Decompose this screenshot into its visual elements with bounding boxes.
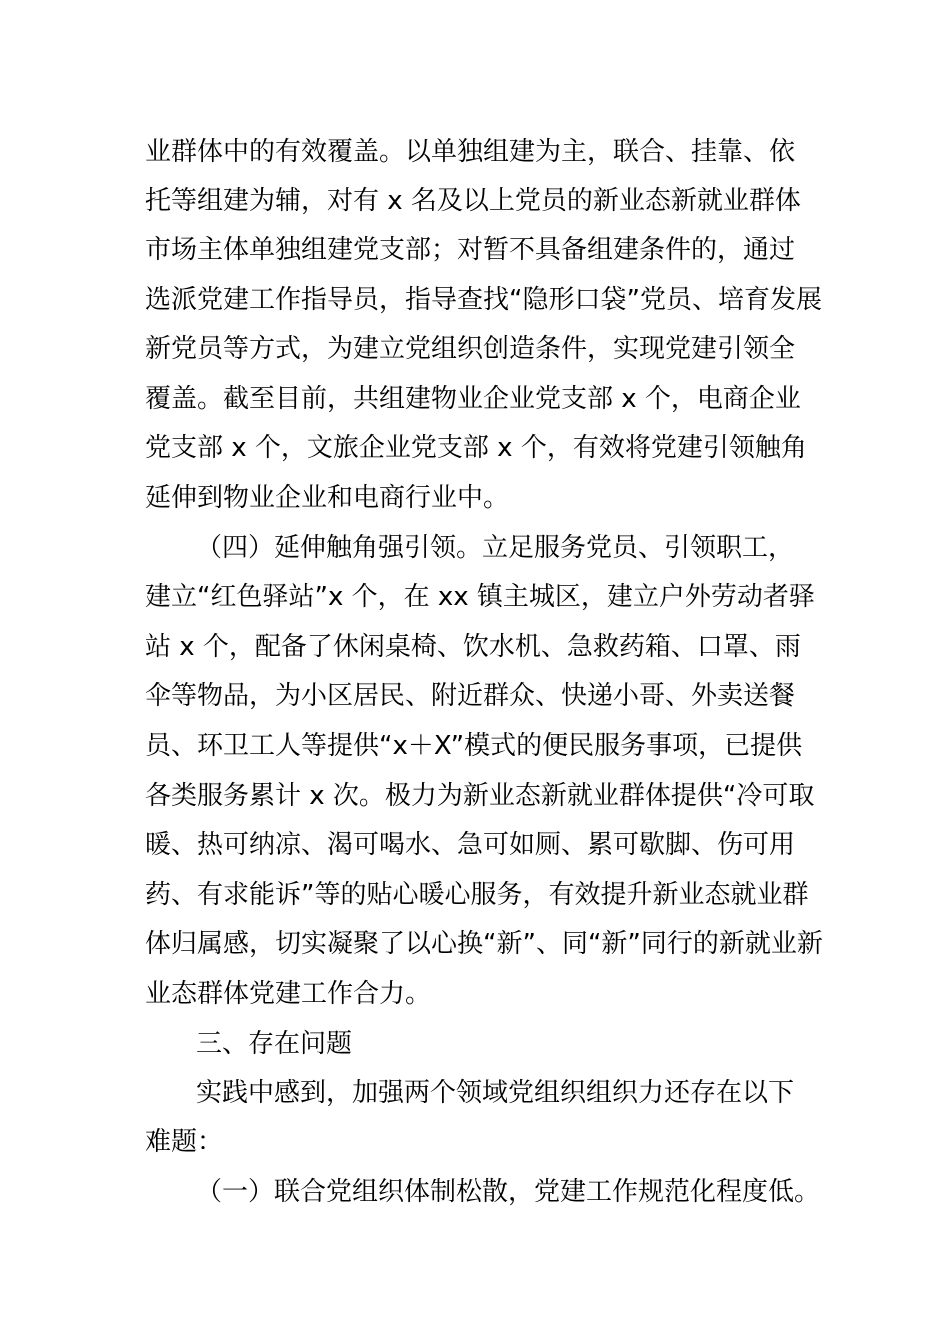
text-line: 各类服务累计 x 次。极力为新业态新就业群体提供“冷可取 [145, 781, 815, 811]
text-line: 托等组建为辅，对有 x 名及以上党员的新业态新就业群体 [145, 186, 801, 216]
text-line: 员、环卫工人等提供“x＋X”模式的便民服务事项，已提供 [145, 731, 803, 761]
text-line: 新党员等方式，为建立党组织创造条件，实现党建引领全 [145, 334, 796, 364]
text-line: 体归属感，切实凝聚了以心换“新”、同“新”同行的新就业新 [145, 929, 823, 959]
subsection-heading-1: （一）联合党组织体制松散，党建工作规范化程度低。 [196, 1177, 821, 1207]
text-line: 实践中感到，加强两个领域党组织组织力还存在以下 [196, 1078, 795, 1108]
text-line: 党支部 x 个，文旅企业党支部 x 个，有效将党建引领触角 [145, 433, 807, 463]
section-heading-3: 三、存在问题 [196, 1029, 353, 1059]
section-heading-4: （四）延伸触角强引领。立足服务党员、引领职工， [196, 533, 795, 563]
text-line: 伞等物品，为小区居民、附近群众、快递小哥、外卖送餐 [145, 681, 796, 711]
text-line: 难题： [145, 1127, 224, 1157]
text-line: 业群体中的有效覆盖。以单独组建为主，联合、挂靠、依 [145, 137, 796, 167]
text-line: 站 x 个，配备了休闲桌椅、饮水机、急救药箱、口罩、雨 [145, 632, 801, 662]
text-line: 市场主体单独组建党支部；对暂不具备组建条件的，通过 [145, 235, 796, 265]
text-line: 延伸到物业企业和电商行业中。 [145, 483, 510, 513]
text-line: 选派党建工作指导员，指导查找“隐形口袋”党员、培育发展 [145, 285, 822, 315]
text-line: 暖、热可纳凉、渴可喝水、急可如厕、累可歇脚、伤可用 [145, 830, 796, 860]
text-line: 建立“红色驿站”x 个，在 xx 镇主城区，建立户外劳动者驿 [145, 582, 815, 612]
text-line: 业态群体党建工作合力。 [145, 979, 432, 1009]
text-line: 覆盖。截至目前，共组建物业企业党支部 x 个，电商企业 [145, 384, 801, 414]
text-line: 药、有求能诉”等的贴心暖心服务，有效提升新业态就业群 [145, 880, 809, 910]
